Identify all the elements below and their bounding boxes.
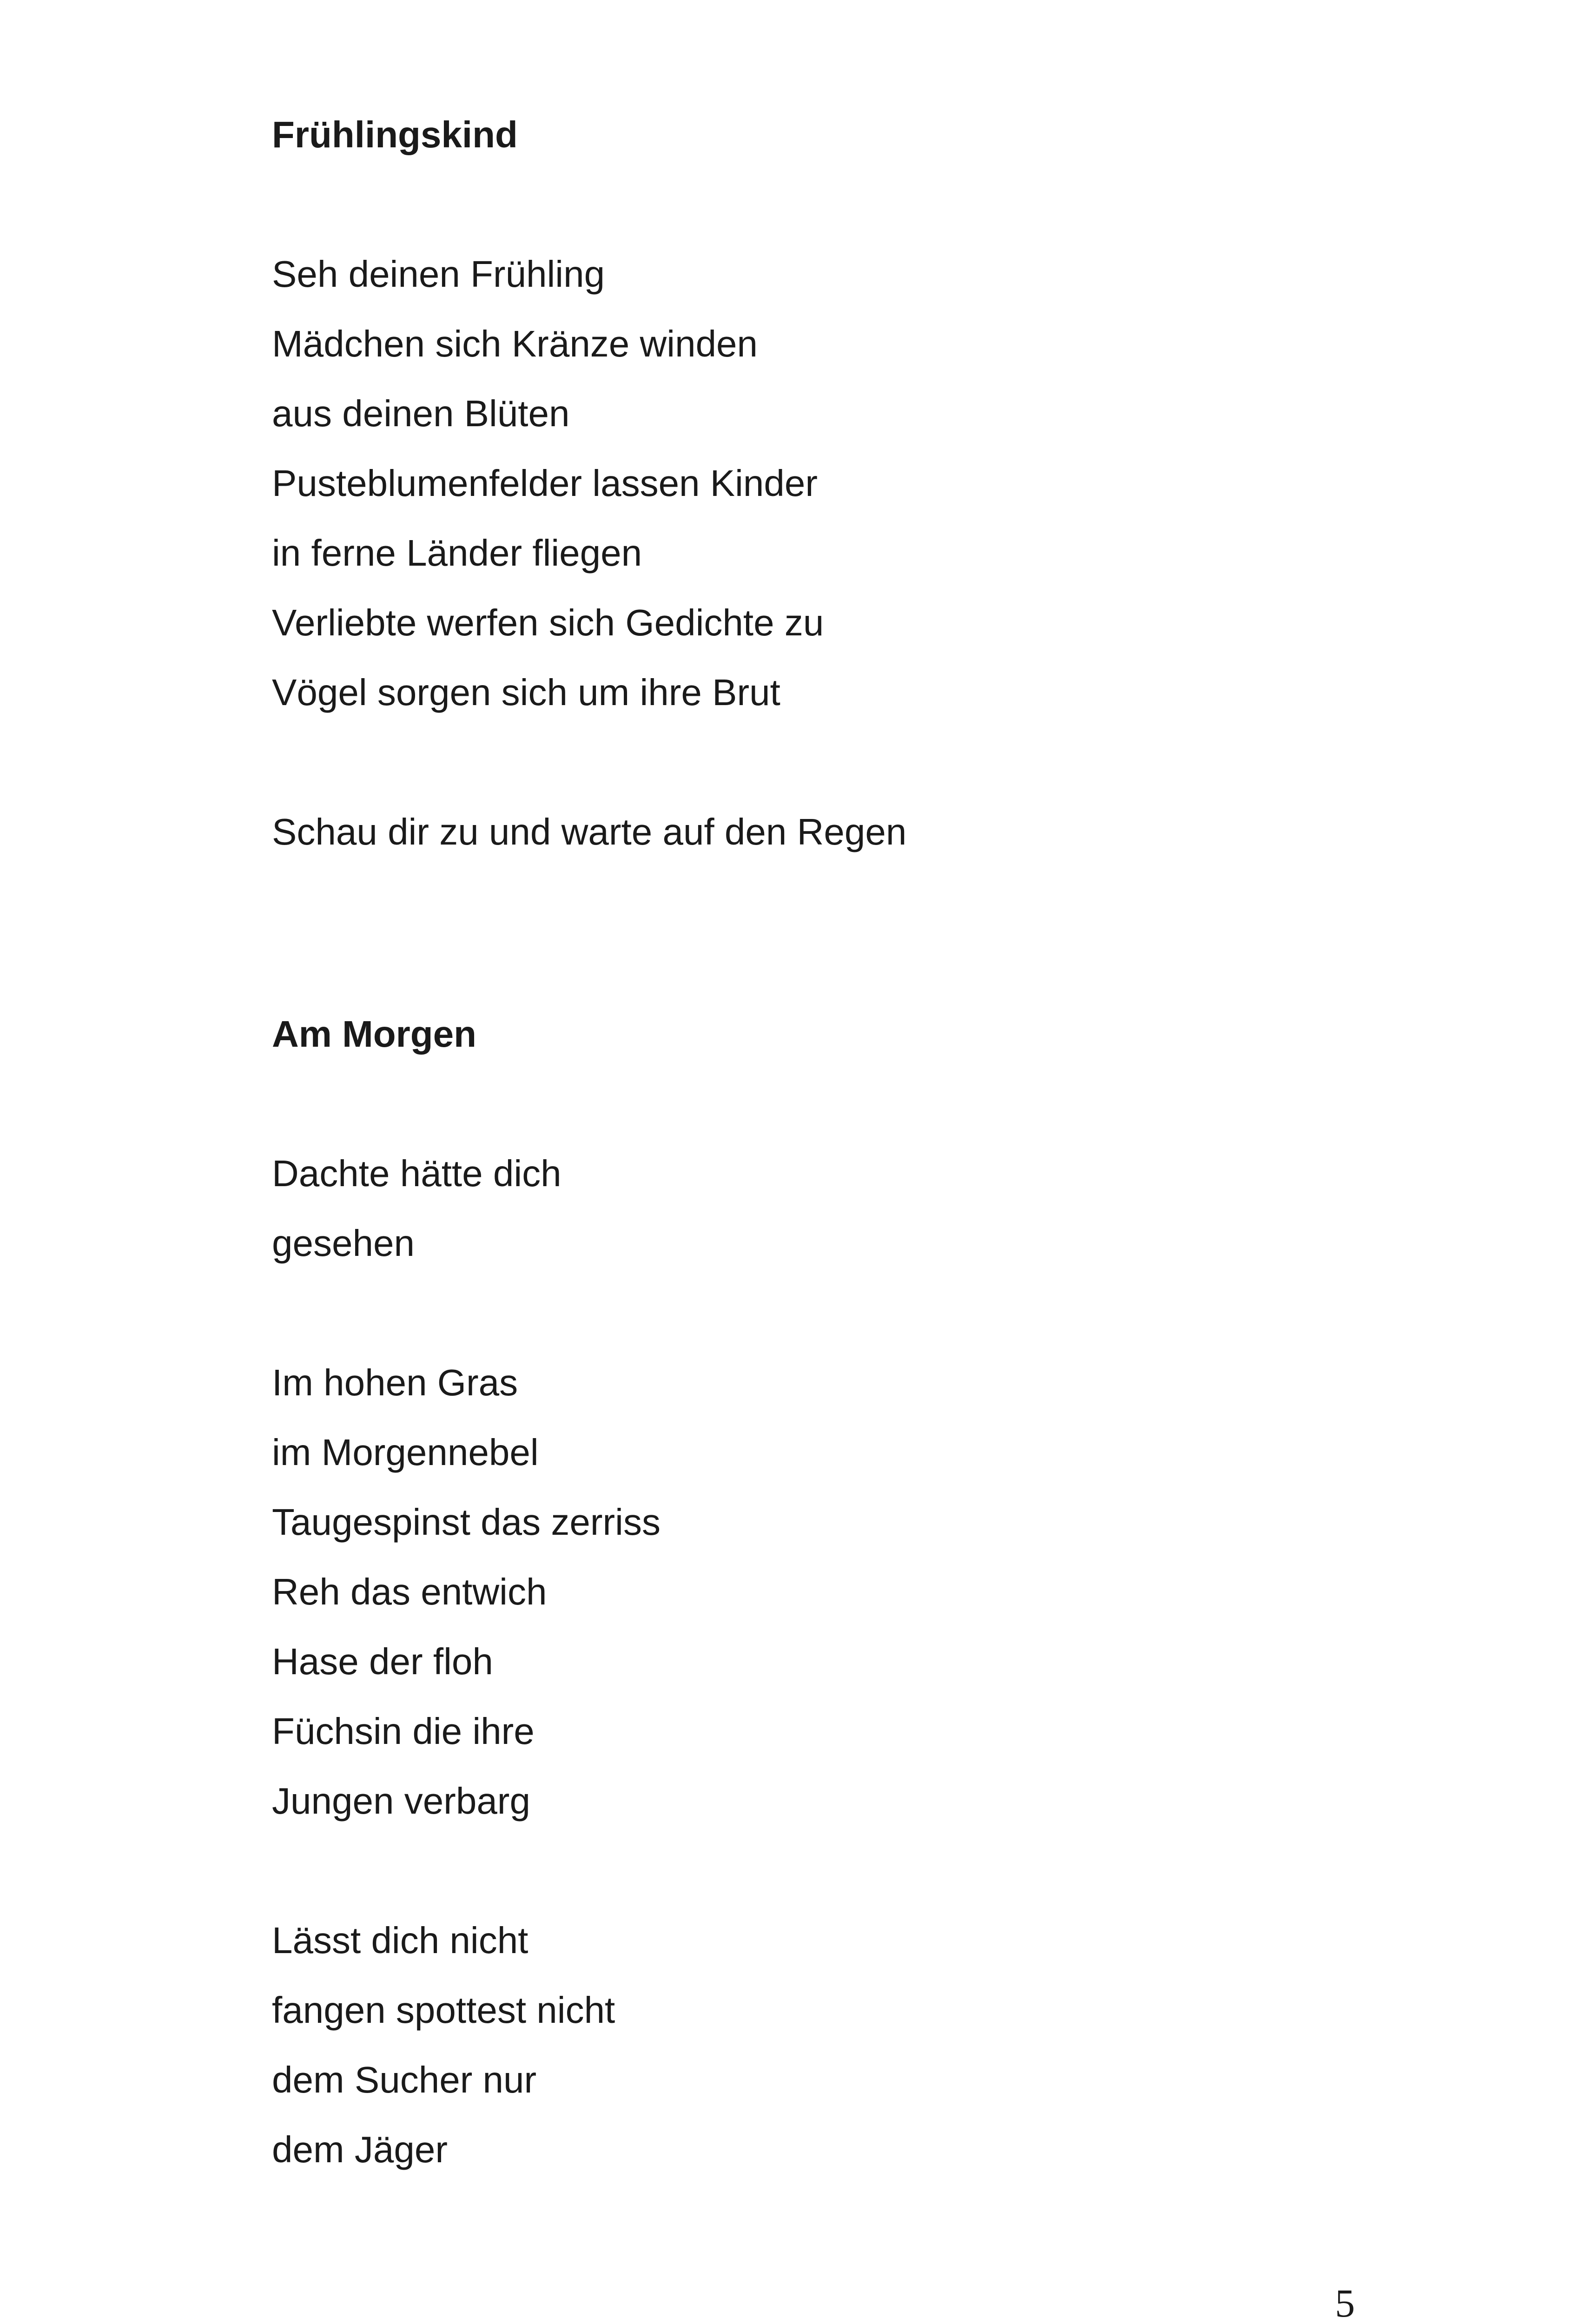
poem-line: Im hohen Gras [272,1362,518,1403]
poem-line: Dachte hätte dich [272,1153,561,1194]
poem-line: in ferne Länder fliegen [272,532,642,574]
poem-line: Lässt dich nicht [272,1920,528,1961]
poem-line: Pusteblumenfelder lassen Kinder [272,462,818,504]
poem-line: im Morgennebel [272,1432,539,1473]
poem-line: Reh das entwich [272,1571,547,1612]
poem-title: Am Morgen [272,1013,476,1055]
poem-line: gesehen [272,1222,415,1264]
poem-line: Verliebte werfen sich Gedichte zu [272,602,824,643]
poem-line: Seh deinen Frühling [272,253,605,295]
poem-line: Hase der floh [272,1641,493,1682]
poem-line: fangen spottest nicht [272,1989,615,2031]
poem-line: dem Sucher nur [272,2059,537,2100]
poem-title: Frühlingskind [272,114,518,155]
poem-line: dem Jäger [272,2129,448,2170]
poem-line: Jungen verbarg [272,1780,530,1822]
poem-line: Taugespinst das zerriss [272,1501,661,1543]
poem-line: Schau dir zu und warte auf den Regen [272,811,907,852]
poem-line: Vögel sorgen sich um ihre Brut [272,672,780,713]
poem-line: Mädchen sich Kränze winden [272,323,758,364]
poem-line: Füchsin die ihre [272,1710,535,1752]
poem-line: aus deinen Blüten [272,393,570,434]
page-number: 5 [1335,2281,1355,2324]
